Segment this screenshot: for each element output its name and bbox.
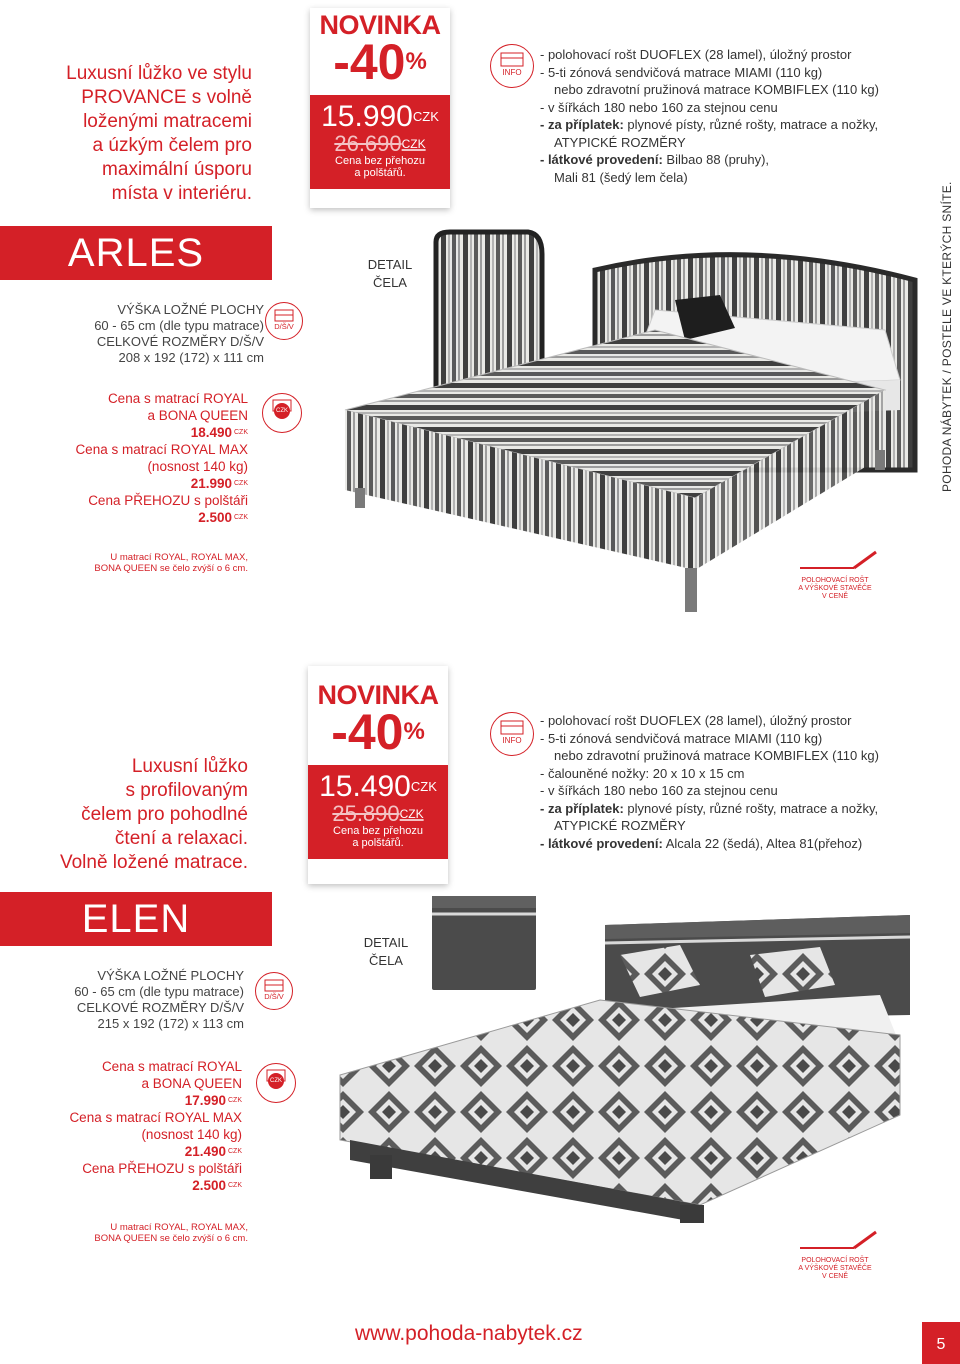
price-value: 18.490: [190, 425, 232, 440]
price-box: $15.990^{CZK}$ $26.690^{CZK}$ Cena bez přehozu a polštářů.: [310, 95, 450, 189]
price-icon: CZK: [262, 393, 302, 433]
price-icon: CZK: [256, 1063, 296, 1103]
product-title: ELEN: [0, 892, 272, 946]
website-link[interactable]: www.pohoda-nabytek.cz: [355, 1322, 583, 1345]
side-slogan: POHODA NÁBYTEK / POSTELE VE KTERÝCH SNÍTE.: [940, 181, 954, 492]
dimensions-icon: D/Š/V: [255, 972, 293, 1010]
dimensions-icon: D/Š/V: [265, 302, 303, 340]
note: U matrací ROYAL, ROYAL MAX, BONA QUEEN se čelo zvýší o 6 cm.: [94, 1222, 248, 1244]
price-list: Cena s matrací ROYAL a BONA QUEEN 17.990 $^{CZK}$ Cena s matrací ROYAL MAX (nosnost 140 kg) 21.490 $^{CZK}$ Cena PŘEHOZU s polštáři 2.500 $^{CZK}$: [69, 1059, 242, 1193]
note: U matrací ROYAL, ROYAL MAX, BONA QUEEN se čelo zvýší o 6 cm.: [94, 552, 248, 574]
rost-badge: POLOHOVACÍ ROŠT A VÝŠKOVÉ STAVĚČE V CENĚ: [786, 1228, 884, 1288]
product-title: ARLES: [0, 226, 272, 280]
price-list: Cena s matrací ROYAL a BONA QUEEN 18.490 $^{CZK}$ Cena s matrací ROYAL MAX (nosnost 140 kg) 21.990 $^{CZK}$ Cena PŘEHOZU s polštáři 2.500 $^{CZK}$: [75, 391, 248, 525]
spec-block: VÝŠKA LOŽNÉ PLOCHY 60 - 65 cm (dle typu matrace) CELKOVÉ ROZMĚRY D/Š/V 208 x 192 (172) x 111 cm: [94, 302, 264, 365]
info-list: - polohovací rošt DUOFLEX (28 lamel), úložný prostor - 5-ti zónová sendvičová matrace MIAMI (110 kg) nebo zdravotní pružinová matrace KOMBIFLEX (110 kg) - čalouněné nožky: 20 x 10 x 15 cm - v šířkách 180 nebo 160 za stejnou cenu - za příplatek: plynové písty, různé rošty, matrace a nožky, ATYPICKÉ ROZMĚRY - látkové provedení: Alcala 22 (šedá), Altea 81(přehoz): [540, 713, 879, 851]
price-value: 17.990: [184, 1093, 226, 1108]
price-value: 2.500: [198, 510, 232, 525]
discount-badge: NOVINKA -40% $15.990^{CZK}$ $26.690^{CZK}$ Cena bez přehozu a polštářů.: [310, 8, 450, 208]
discount-badge: NOVINKA -40% $15.490^{CZK}$ $25.890^{CZK}$ Cena bez přehozu a polštářů.: [308, 666, 448, 884]
product-intro: Luxusní lůžko s profilovaným čelem pro pohodlné čtení a relaxaci. Volně ložené matrace.: [59, 756, 248, 873]
info-list: - polohovací rošt DUOFLEX (28 lamel), úložný prostor - 5-ti zónová sendvičová matrace MIAMI (110 kg) nebo zdravotní pružinová matrace KOMBIFLEX (110 kg) - v šířkách 180 nebo 160 za stejnou cenu - za příplatek: plynové písty, různé rošty, matrace a nožky, ATYPICKÉ ROZMĚRY - látkové provedení: Bilbao 88 (pruhy), Mali 81 (šedý lem čela): [540, 47, 879, 185]
detail-label: DETAIL ČELA: [363, 935, 409, 968]
page-number: 5: [922, 1322, 960, 1364]
product-intro: Luxusní lůžko ve stylu PROVANCE s volně loženými matracemi a úzkým čelem pro maximální úsporu místa v interiéru.: [66, 63, 252, 204]
price-value: 21.490: [184, 1144, 226, 1159]
price-value: 2.500: [192, 1178, 226, 1193]
price-value: 21.990: [190, 476, 232, 491]
bed-image-elen: [320, 905, 925, 1225]
detail-label: DETAIL ČELA: [367, 257, 413, 290]
rost-badge: POLOHOVACÍ ROŠT A VÝŠKOVÉ STAVĚČE V CENĚ: [786, 548, 884, 608]
spec-block: VÝŠKA LOŽNÉ PLOCHY 60 - 65 cm (dle typu matrace) CELKOVÉ ROZMĚRY D/Š/V 215 x 192 (172) x 113 cm: [74, 968, 244, 1031]
info-icon: INFO: [490, 44, 534, 88]
price-box: $15.490^{CZK}$ $25.890^{CZK}$ Cena bez přehozu a polštářů.: [308, 765, 448, 859]
info-icon: INFO: [490, 712, 534, 756]
